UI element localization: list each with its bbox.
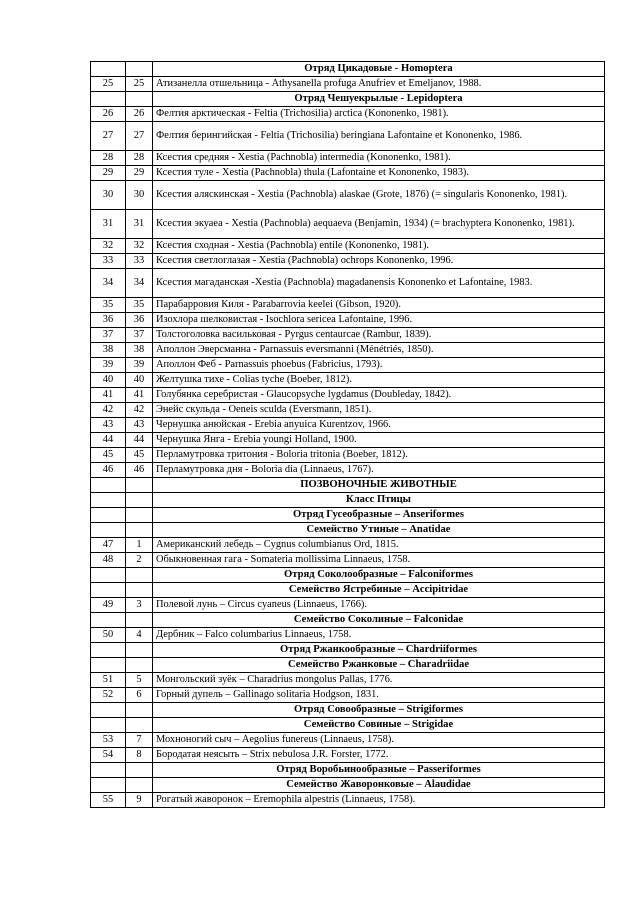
table-row — [91, 77, 605, 92]
table-row — [91, 688, 605, 703]
species-name-cell: Желтушка тихе - Colias tyche (Boeber, 1812). — [153, 373, 605, 388]
table-row — [91, 358, 605, 373]
section-header-text: Семейство Совиные – Strigidae — [153, 718, 605, 733]
section-header-row — [91, 523, 605, 538]
group-number-cell: 36 — [126, 313, 153, 328]
section-header-text: Отряд Цикадовые - Homoptera — [153, 62, 605, 77]
empty-cell — [126, 583, 153, 598]
overall-number-cell: 45 — [91, 448, 126, 463]
species-name-cell: Фелтия берингийская - Feltia (Trichosilia) beringiana Lafontaine et Kononenko, 1986. — [153, 122, 605, 151]
section-header-row — [91, 62, 605, 77]
overall-number-cell: 52 — [91, 688, 126, 703]
empty-cell — [91, 508, 126, 523]
empty-cell — [126, 92, 153, 107]
table-row — [91, 553, 605, 568]
group-number-cell: 26 — [126, 107, 153, 122]
overall-number-cell: 46 — [91, 463, 126, 478]
table-row — [91, 373, 605, 388]
overall-number-cell: 32 — [91, 239, 126, 254]
species-name-cell: Ксестия сходная - Xestia (Pachnobla) entile (Kononenko, 1981). — [153, 239, 605, 254]
species-name-cell: Рогатый жаворонок – Eremophila alpestris (Linnaeus, 1758). — [153, 793, 605, 808]
overall-number-cell: 53 — [91, 733, 126, 748]
empty-cell — [126, 478, 153, 493]
overall-number-cell: 38 — [91, 343, 126, 358]
section-header-row — [91, 478, 605, 493]
empty-cell — [91, 493, 126, 508]
table-row — [91, 748, 605, 763]
table-row — [91, 151, 605, 166]
section-header-row — [91, 763, 605, 778]
table-row — [91, 598, 605, 613]
group-number-cell: 39 — [126, 358, 153, 373]
table-row — [91, 538, 605, 553]
group-number-cell: 7 — [126, 733, 153, 748]
table-row — [91, 418, 605, 433]
overall-number-cell: 37 — [91, 328, 126, 343]
empty-cell — [91, 62, 126, 77]
group-number-cell: 5 — [126, 673, 153, 688]
overall-number-cell: 48 — [91, 553, 126, 568]
overall-number-cell: 49 — [91, 598, 126, 613]
section-header-row — [91, 568, 605, 583]
table-row — [91, 298, 605, 313]
group-number-cell: 29 — [126, 166, 153, 181]
group-number-cell: 6 — [126, 688, 153, 703]
empty-cell — [91, 523, 126, 538]
group-number-cell: 37 — [126, 328, 153, 343]
section-header-row — [91, 92, 605, 107]
group-number-cell: 8 — [126, 748, 153, 763]
group-number-cell: 30 — [126, 181, 153, 210]
empty-cell — [126, 523, 153, 538]
table-row — [91, 269, 605, 298]
group-number-cell: 43 — [126, 418, 153, 433]
empty-cell — [126, 703, 153, 718]
section-header-text: Отряд Соколообразные – Falconiformes — [153, 568, 605, 583]
overall-number-cell: 34 — [91, 269, 126, 298]
species-name-cell: Фелтия арктическая - Feltia (Trichosilia) arctica (Kononenko, 1981). — [153, 107, 605, 122]
empty-cell — [126, 778, 153, 793]
empty-cell — [126, 658, 153, 673]
empty-cell — [126, 613, 153, 628]
species-table — [90, 61, 605, 808]
group-number-cell: 9 — [126, 793, 153, 808]
empty-cell — [126, 718, 153, 733]
group-number-cell: 46 — [126, 463, 153, 478]
table-row — [91, 733, 605, 748]
species-name-cell: Обыкновенная гага - Somateria mollissima Linnaeus, 1758. — [153, 553, 605, 568]
table-row — [91, 793, 605, 808]
section-header-text: Семейство Жаворонковые – Alaudidae — [153, 778, 605, 793]
overall-number-cell: 50 — [91, 628, 126, 643]
section-header-row — [91, 613, 605, 628]
group-number-cell: 28 — [126, 151, 153, 166]
section-header-text: Семейство Ржанковые – Charadriidae — [153, 658, 605, 673]
group-number-cell: 31 — [126, 210, 153, 239]
overall-number-cell: 31 — [91, 210, 126, 239]
species-name-cell: Голубянка серебристая - Glaucopsyche lygdamus (Doubleday, 1842). — [153, 388, 605, 403]
empty-cell — [91, 583, 126, 598]
table-row — [91, 628, 605, 643]
species-name-cell: Ксестия светлоглазая - Xestia (Pachnobla) ochrops Kononenko, 1996. — [153, 254, 605, 269]
group-number-cell: 1 — [126, 538, 153, 553]
overall-number-cell: 43 — [91, 418, 126, 433]
species-name-cell: Перламутровка дня - Boloria dia (Linnaeus, 1767). — [153, 463, 605, 478]
species-name-cell: Полевой лунь – Circus cyaneus (Linnaeus, 1766). — [153, 598, 605, 613]
section-header-text: Отряд Ржанкообразные – Chardriiformes — [153, 643, 605, 658]
overall-number-cell: 27 — [91, 122, 126, 151]
empty-cell — [126, 508, 153, 523]
species-name-cell: Горный дупель – Gallinago solitaria Hodgson, 1831. — [153, 688, 605, 703]
group-number-cell: 42 — [126, 403, 153, 418]
group-number-cell: 40 — [126, 373, 153, 388]
empty-cell — [91, 92, 126, 107]
table-row — [91, 107, 605, 122]
empty-cell — [91, 763, 126, 778]
group-number-cell: 34 — [126, 269, 153, 298]
section-header-text: Отряд Чешуекрылые - Lepidoptera — [153, 92, 605, 107]
species-name-cell: Чернушка Янга - Erebia youngi Holland, 1900. — [153, 433, 605, 448]
species-name-cell: Ксестия экуаеа - Xestia (Pachnobla) aequaeva (Benjamin, 1934) (= brachyptera Kononenko, 1981). — [153, 210, 605, 239]
overall-number-cell: 51 — [91, 673, 126, 688]
section-header-text: Семейство Соколиные – Falconidae — [153, 613, 605, 628]
group-number-cell: 3 — [126, 598, 153, 613]
overall-number-cell: 26 — [91, 107, 126, 122]
species-name-cell: Ксестия туле - Xestia (Pachnobla) thula (Lafontaine et Kononenko, 1983). — [153, 166, 605, 181]
table-row — [91, 388, 605, 403]
group-number-cell: 44 — [126, 433, 153, 448]
overall-number-cell: 33 — [91, 254, 126, 269]
group-number-cell: 25 — [126, 77, 153, 92]
section-header-row — [91, 583, 605, 598]
empty-cell — [126, 763, 153, 778]
table-row — [91, 328, 605, 343]
species-name-cell: Мохноногий сыч – Aegolius funereus (Linnaeus, 1758). — [153, 733, 605, 748]
section-header-text: ПОЗВОНОЧНЫЕ ЖИВОТНЫЕ — [153, 478, 605, 493]
empty-cell — [91, 718, 126, 733]
species-name-cell: Перламутровка тритония - Boloria tritonia (Boeber, 1812). — [153, 448, 605, 463]
overall-number-cell: 54 — [91, 748, 126, 763]
table-row — [91, 433, 605, 448]
overall-number-cell: 39 — [91, 358, 126, 373]
empty-cell — [91, 658, 126, 673]
empty-cell — [91, 778, 126, 793]
empty-cell — [91, 568, 126, 583]
species-name-cell: Ксестия магаданская -Xestia (Pachnobla) magadanensis Kononenko et Lafontaine, 1983. — [153, 269, 605, 298]
species-name-cell: Толстоголовка васильковая - Pyrgus centaurcae (Rambur, 1839). — [153, 328, 605, 343]
empty-cell — [91, 613, 126, 628]
species-name-cell: Дербник – Falco columbarius Linnaeus, 1758. — [153, 628, 605, 643]
overall-number-cell: 29 — [91, 166, 126, 181]
section-header-row — [91, 703, 605, 718]
table-row — [91, 463, 605, 478]
overall-number-cell: 40 — [91, 373, 126, 388]
empty-cell — [126, 643, 153, 658]
species-name-cell: Атизанелла отшельница - Athysanella profuga Anufriev et Emeljanov, 1988. — [153, 77, 605, 92]
species-name-cell: Ксестия средняя - Xestia (Pachnobla) intermedia (Kononenko, 1981). — [153, 151, 605, 166]
group-number-cell: 33 — [126, 254, 153, 269]
empty-cell — [91, 478, 126, 493]
species-name-cell: Аполлон Феб - Parnassuis phoebus (Fabricius, 1793). — [153, 358, 605, 373]
empty-cell — [91, 703, 126, 718]
species-name-cell: Американский лебедь – Cygnus columbianus Ord, 1815. — [153, 538, 605, 553]
table-row — [91, 122, 605, 151]
species-name-cell: Энейс скульда - Oeneis sculda (Eversmann, 1851). — [153, 403, 605, 418]
section-header-text: Семейство Утиные – Anatidae — [153, 523, 605, 538]
table-row — [91, 239, 605, 254]
empty-cell — [126, 568, 153, 583]
section-header-text: Отряд Воробьинообразные – Passeriformes — [153, 763, 605, 778]
overall-number-cell: 35 — [91, 298, 126, 313]
table-row — [91, 313, 605, 328]
table-row — [91, 210, 605, 239]
section-header-row — [91, 658, 605, 673]
species-name-cell: Ксестия аляскинская - Xestia (Pachnobla) alaskae (Grote, 1876) (= singularis Kononenko, 1981). — [153, 181, 605, 210]
group-number-cell: 32 — [126, 239, 153, 254]
group-number-cell: 35 — [126, 298, 153, 313]
overall-number-cell: 55 — [91, 793, 126, 808]
empty-cell — [91, 643, 126, 658]
overall-number-cell: 44 — [91, 433, 126, 448]
overall-number-cell: 28 — [91, 151, 126, 166]
overall-number-cell: 25 — [91, 77, 126, 92]
species-name-cell: Бородатая неясыть – Strix nebulosa J.R. Forster, 1772. — [153, 748, 605, 763]
overall-number-cell: 47 — [91, 538, 126, 553]
overall-number-cell: 42 — [91, 403, 126, 418]
table-row — [91, 181, 605, 210]
section-header-row — [91, 718, 605, 733]
section-header-row — [91, 508, 605, 523]
group-number-cell: 2 — [126, 553, 153, 568]
section-header-text: Семейство Ястребиные – Accipitridae — [153, 583, 605, 598]
section-header-row — [91, 778, 605, 793]
overall-number-cell: 41 — [91, 388, 126, 403]
species-name-cell: Монгольский зуёк – Charadrius mongolus Pallas, 1776. — [153, 673, 605, 688]
group-number-cell: 27 — [126, 122, 153, 151]
table-row — [91, 448, 605, 463]
overall-number-cell: 36 — [91, 313, 126, 328]
species-name-cell: Чернушка анюйская - Erebia anyuica Kurentzov, 1966. — [153, 418, 605, 433]
table-row — [91, 254, 605, 269]
section-header-row — [91, 493, 605, 508]
section-header-text: Отряд Совообразные – Strigiformes — [153, 703, 605, 718]
table-body — [91, 62, 605, 808]
table-row — [91, 673, 605, 688]
group-number-cell: 38 — [126, 343, 153, 358]
group-number-cell: 4 — [126, 628, 153, 643]
group-number-cell: 45 — [126, 448, 153, 463]
overall-number-cell: 30 — [91, 181, 126, 210]
empty-cell — [126, 62, 153, 77]
species-name-cell: Парабарровия Киля - Parabarrovia keelei (Gibson, 1920). — [153, 298, 605, 313]
section-header-text: Отряд Гусеобразные – Anseriformes — [153, 508, 605, 523]
section-header-text: Класс Птицы — [153, 493, 605, 508]
group-number-cell: 41 — [126, 388, 153, 403]
table-row — [91, 343, 605, 358]
table-row — [91, 403, 605, 418]
species-name-cell: Изохлора шелковистая - Isochlora sericea Lafontaine, 1996. — [153, 313, 605, 328]
table-row — [91, 166, 605, 181]
empty-cell — [126, 493, 153, 508]
species-name-cell: Аполлон Эверсманна - Parnassuis eversmanni (Ménétriés, 1850). — [153, 343, 605, 358]
section-header-row — [91, 643, 605, 658]
